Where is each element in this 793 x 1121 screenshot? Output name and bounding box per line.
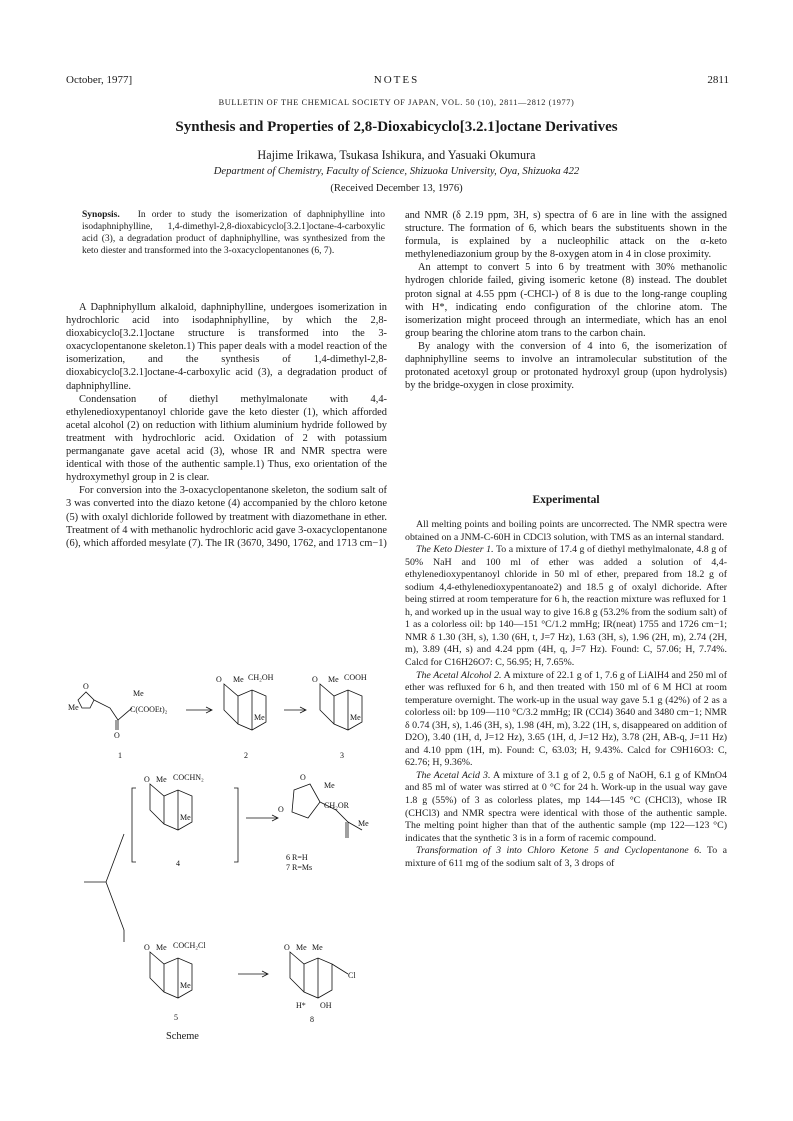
- atom-label: Cl: [348, 971, 356, 980]
- atom-label: Me: [358, 819, 369, 828]
- atom-label: O: [300, 773, 306, 782]
- atom-label: Me: [312, 943, 323, 952]
- atom-label: Me: [180, 981, 191, 990]
- atom-label: O: [114, 731, 120, 740]
- reaction-arrow: [246, 815, 278, 821]
- paragraph: A Daphniphyllum alkaloid, daphniphylline, undergoes isomerization in hydrochloric acid into isodaphniphylline, by which the 2,8-dioxabicyclo[3.2.1]octane structure is transformed into the 3-oxacyclopentanone skeleton.1) This paper deals with a model reaction of the isomerization, and the synthesis of 1,4-dimethyl-2,8-dioxabicyclo[3.2.1]octane-4-carboxylic acid (3), a degradation product of daphniphylline.: [66, 302, 387, 392]
- scheme-caption: Scheme: [166, 1031, 199, 1042]
- atom-label: O: [312, 675, 318, 684]
- atom-label: Me: [133, 689, 144, 698]
- reaction-arrow: [284, 707, 306, 713]
- reaction-arrow: [238, 971, 268, 977]
- exp-text: A mixture of 22.1 g of 1, 7.6 g of LiAlH4 and 250 ml of ether was refluxed for 6 h, and then treated with 150 ml of 6 M HCl at room temperature overnight. The work-up in the usual way gave 5.1 g (42%) of 2 as a colorless oil: bp 109—110 °C/3.2 mmHg; IR (CCl4) 3640 and 3480 cm−1; NMR δ 0.74 (3H, s), 1.46 (3H, s), 1.98 (4H, m), 3.22 (1H, s, disappeared on addition of D2O), 3.40 (1H, d, J=12 Hz), 3.65 (1H, d, J=12 Hz), 3.78 (2H, AB-q, J=11 Hz) and 4.10 ppm (1H, m). Found: C, 63.03; H, 9.43%. Calcd for C9H16O3: C, 62.76; H, 9.36%.: [405, 669, 727, 769]
- section-heading: Experimental: [532, 494, 600, 506]
- compound-8: [284, 943, 356, 1024]
- atom-label: O: [144, 775, 150, 784]
- atom-label: CH₂OR: [324, 801, 350, 810]
- atom-label: O: [83, 682, 89, 691]
- synopsis-label: Synopsis.: [82, 210, 120, 220]
- experimental-section: [405, 519, 727, 870]
- affiliation: Department of Chemistry, Faculty of Science, Shizuoka University, Oya, Shizuoka 422: [213, 166, 580, 177]
- article-title: Synthesis and Properties of 2,8-Dioxabicyclo[3.2.1]octane Derivatives: [175, 119, 618, 135]
- compound-number: 3: [340, 751, 344, 760]
- branch-lines: [84, 834, 124, 930]
- right-column: [405, 209, 727, 392]
- exp-text: To a mixture of 17.4 g of diethyl methylmalonate, 4.8 g of 50% NaH and 100 ml of ether was added a solution of 4,4-ethylenedioxypentanoyl chloride in 50 ml of ether, prepared from 18.2 g of sodium 4,4-ethylenedioxypentanoate2) and 18.5 g of oxalyl dichoride. After being stirred at room temperature for 6 h, the reaction mixture was refluxed for 1 h, and worked up in the usual way to give 16.8 g (53.2% from the sodium salt) of 1 as a colorless oil: bp 140—151 °C/1.2 mmHg; IR(neat) 1755 and 1726 cm−1; NMR δ 1.30 (3H, s), 1.30 (6H, t, J=7 Hz), 1.63 (3H, s), 1.96 (2H, m), 2.74 (2H, m), 3.89 (4H, s) and 4.24 ppm (4H, q, J=7 Hz). Found: C, 57.06; H, 7.74%. Calcd for C16H26O7: C, 56.95; H, 7.65%.: [405, 544, 727, 669]
- atom-label: O: [216, 675, 222, 684]
- subheading: Transformation of 3 into Chloro Ketone 5 and Cyclopentanone 6.: [416, 845, 702, 857]
- atom-label: Me: [180, 813, 191, 822]
- compound-number: 8: [310, 1015, 314, 1024]
- compound-2: [216, 673, 274, 760]
- paragraph: Condensation of diethyl methylmalonate with 4,4-ethylenedioxypentanoyl chloride gave the keto diester (1), which afforded acetal alcohol (2) on reduction with lithium aluminium hydride followed by treatment with hydrochloric acid. Oxidation of 2 with potassium permanganate gave acetal acid (3), whose IR and NMR spectra were identical with those of the authentic sample.1) Thus, exo orientation of the hydroxymethyl group in 2 is clear.: [66, 393, 387, 484]
- paragraph: An attempt to convert 5 into 6 by treatment with 30% methanolic hydrogen chloride failed, giving isomeric ketone (8) instead. The doublet proton signal at 4.55 ppm (-CHCl-) of 8 is due to the long-range coupling with H*, indicating endo configuration of the chlorine atom. The isomerization might proceed through an intermediate, which has an enol group bearing the chlorine atom trans to the carbon chain.: [405, 262, 727, 339]
- exp-paragraph: [405, 544, 727, 669]
- reaction-scheme: [66, 662, 391, 1037]
- compound-5: [144, 941, 206, 1022]
- paragraph: and NMR (δ 2.19 ppm, 3H, s) spectra of 6 are in line with the assigned structure. The formation of 6, which bears the substituents shown in the formula, is explained by a nucleophilic attack on the α-keto methylenediazonium group by the 8-oxygen atom in 4 in close proximity.: [405, 210, 727, 261]
- atom-label: Me: [328, 675, 339, 684]
- compound-number: 4: [176, 859, 180, 868]
- atom-label: Me: [156, 943, 167, 952]
- exp-text: A mixture of 3.1 g of 2, 0.5 g of NaOH, 6.1 g of KMnO4 and 85 ml of water was stirred at 0 °C for 24 h. Work-up in the usual way gave 1.8 g (55%) of 3 as colorless plates, mp 144—145 °C (CHCl3), whose IR (CHCl3) and NMR spectra were identical with those of the authentic sample. The melting point higher than that of the authentic sample (mp 122—123 °C) indicates that the synthetic 3 is in a form of racemic compound.: [405, 769, 727, 844]
- synopsis: [82, 209, 385, 257]
- subheading: The Keto Diester 1.: [416, 544, 494, 556]
- atom-label: C(COOEt)₂: [130, 705, 168, 714]
- subheading: The Acetal Alcohol 2.: [416, 669, 502, 681]
- compound-3: [312, 673, 367, 760]
- exp-text: To a mixture of 611 mg of the sodium salt of 3, 3 drops of: [405, 845, 728, 869]
- atom-label: COCH₂Cl: [173, 941, 206, 950]
- atom-label: Me: [324, 781, 335, 790]
- reaction-arrow: [186, 707, 212, 713]
- atom-label: Me: [233, 675, 244, 684]
- atom-label: O: [284, 943, 290, 952]
- atom-label: H*: [296, 1001, 306, 1010]
- compound-number: 7 R=Ms: [286, 863, 313, 872]
- paragraph: For conversion into the 3-oxacyclopentanone skeleton, the sodium salt of 3 was converted into the diazo ketone (4) accompanied by the chloro ketone (5) with oxalyl dichloride followed by treatment with diazomethane in ether. Treatment of 4 with methanolic hydrochloric acid gave 3-oxacyclopentanone (6), which afforded mesylate (7). The IR (3670, 3490, 1762, and 1713 cm−1): [66, 485, 387, 549]
- header-date: October, 1977]: [66, 74, 133, 86]
- exp-paragraph: [405, 670, 727, 770]
- compound-4: [132, 773, 238, 868]
- header-section: NOTES: [373, 74, 420, 86]
- atom-label: COCHN₂: [173, 773, 204, 782]
- paragraph: All melting points and boiling points are uncorrected. The NMR spectra were obtained on a JNM-C-60H in CDCl3 solution, with TMS as an internal standard.: [405, 519, 727, 543]
- paragraph: By analogy with the conversion of 4 into 6, the isomerization of daphniphylline seems to involve an intramolecular substitution of the protonated acetoxyl group or protonated hydroxyl group (upon hydrolysis) by the bridge-oxygen in close proximity.: [405, 340, 727, 392]
- atom-label: Me: [156, 775, 167, 784]
- journal-line: BULLETIN OF THE CHEMICAL SOCIETY OF JAPAN, VOL. 50 (10), 2811—2812 (1977): [218, 98, 575, 107]
- left-column: [66, 301, 387, 550]
- atom-label: Me: [296, 943, 307, 952]
- atom-label: Me: [68, 703, 79, 712]
- exp-paragraph: [405, 845, 727, 870]
- compound-number: 1: [118, 751, 122, 760]
- compound-number: 6 R=H: [286, 853, 308, 862]
- header-page-number: 2811: [707, 74, 729, 86]
- compound-1: [68, 682, 168, 760]
- compound-6-7: [278, 773, 369, 872]
- atom-label: COOH: [344, 673, 367, 682]
- compound-number: 5: [174, 1013, 178, 1022]
- subheading: The Acetal Acid 3.: [416, 769, 491, 781]
- compound-number: 2: [244, 751, 248, 760]
- atom-label: Me: [350, 713, 361, 722]
- atom-label: O: [278, 805, 284, 814]
- exp-paragraph: [405, 770, 727, 845]
- atom-label: O: [144, 943, 150, 952]
- atom-label: OH: [320, 1001, 332, 1010]
- atom-label: CH₂OH: [248, 673, 274, 682]
- received-date: (Received December 13, 1976): [330, 183, 463, 194]
- synopsis-text: In order to study the isomerization of daphniphylline into isodaphniphylline, 1,4-dimethyl-2,8-dioxabicyclo[3.2.1]octane-4-carboxylic acid (3), a degradation product of daphniphylline, was synthesized from the keto diester and transformed into the 3-oxacyclopentanones (6, 7).: [82, 210, 385, 257]
- author-list: Hajime Irikawa, Tsukasa Ishikura, and Yasuaki Okumura: [257, 148, 536, 162]
- atom-label: Me: [254, 713, 265, 722]
